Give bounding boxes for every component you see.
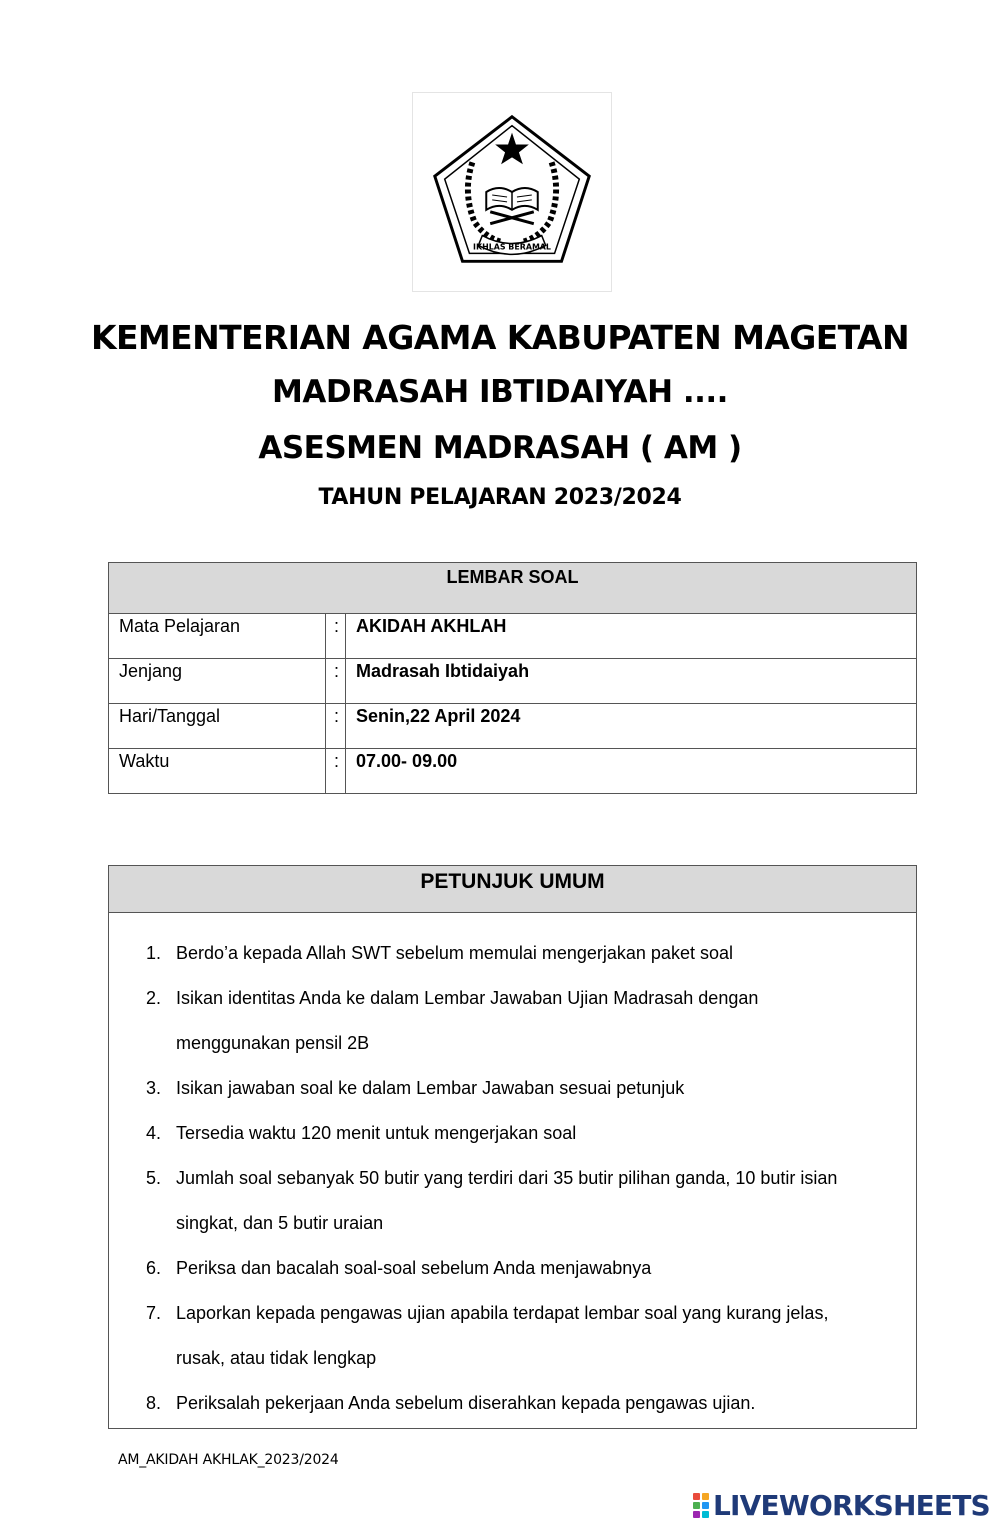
petunjuk-umum-box bbox=[108, 865, 917, 1429]
liveworksheets-logo-icon bbox=[693, 1493, 709, 1518]
item-number: 7. bbox=[146, 1303, 162, 1323]
document-code: AM_AKIDAH AKHLAK_2023/2024 bbox=[118, 1452, 339, 1468]
subject-value: AKIDAH AKHLAH bbox=[346, 614, 917, 659]
list-item bbox=[109, 1066, 916, 1111]
row-separator: : bbox=[326, 614, 346, 659]
list-item bbox=[109, 1246, 916, 1291]
header-academic-year: TAHUN PELAJARAN 2023/2024 bbox=[318, 485, 682, 510]
item-text: Laporkan kepada pengawas ujian apabila terdapat lembar soal yang kurang jelas, bbox=[176, 1303, 829, 1323]
table-row bbox=[109, 749, 917, 794]
item-text: Periksalah pekerjaan Anda sebelum diserahkan kepada pengawas ujian. bbox=[176, 1393, 756, 1413]
logo-ribbon-text: IKHLAS BERAMAL bbox=[473, 242, 551, 252]
list-item bbox=[109, 1381, 916, 1426]
instruction-list bbox=[109, 913, 916, 1426]
item-number: 2. bbox=[146, 988, 162, 1008]
time-value: 07.00- 09.00 bbox=[346, 749, 917, 794]
list-item bbox=[109, 1156, 916, 1246]
list-item bbox=[109, 1111, 916, 1156]
list-item bbox=[109, 1291, 916, 1381]
item-text: Berdo’a kepada Allah SWT sebelum memulai mengerjakan paket soal bbox=[176, 943, 733, 963]
item-text-continued: menggunakan pensil 2B bbox=[176, 1033, 370, 1053]
header-ministry: KEMENTERIAN AGAMA KABUPATEN MAGETAN bbox=[90, 318, 909, 357]
lembar-soal-title: LEMBAR SOAL bbox=[109, 563, 917, 614]
item-number: 6. bbox=[146, 1258, 162, 1278]
date-value: Senin,22 April 2024 bbox=[346, 704, 917, 749]
item-number: 5. bbox=[146, 1168, 162, 1188]
row-separator: : bbox=[326, 749, 346, 794]
row-label: Mata Pelajaran bbox=[109, 614, 326, 659]
petunjuk-title: PETUNJUK UMUM bbox=[109, 866, 916, 913]
item-text-continued: singkat, dan 5 butir uraian bbox=[176, 1213, 384, 1233]
row-label: Jenjang bbox=[109, 659, 326, 704]
item-text: Isikan jawaban soal ke dalam Lembar Jawaban sesuai petunjuk bbox=[176, 1078, 685, 1098]
table-row bbox=[109, 614, 917, 659]
item-text-continued: rusak, atau tidak lengkap bbox=[176, 1348, 377, 1368]
item-number: 4. bbox=[146, 1123, 162, 1143]
item-text: Tersedia waktu 120 menit untuk mengerjakan soal bbox=[176, 1123, 577, 1143]
table-row bbox=[109, 659, 917, 704]
header-school: MADRASAH IBTIDAIYAH .... bbox=[272, 374, 728, 410]
lembar-soal-table bbox=[108, 562, 917, 794]
row-separator: : bbox=[326, 704, 346, 749]
item-text: Periksa dan bacalah soal-soal sebelum Anda menjawabnya bbox=[176, 1258, 652, 1278]
list-item bbox=[109, 931, 916, 976]
level-value: Madrasah Ibtidaiyah bbox=[346, 659, 917, 704]
header-assessment: ASESMEN MADRASAH ( AM ) bbox=[258, 430, 742, 466]
list-item bbox=[109, 976, 916, 1066]
table-row bbox=[109, 704, 917, 749]
liveworksheets-wordmark: LIVEWORKSHEETS bbox=[713, 1488, 990, 1522]
liveworksheets-brand[interactable] bbox=[693, 1487, 990, 1523]
row-separator: : bbox=[326, 659, 346, 704]
item-number: 8. bbox=[146, 1393, 162, 1413]
item-number: 3. bbox=[146, 1078, 162, 1098]
row-label: Waktu bbox=[109, 749, 326, 794]
kemenag-logo bbox=[412, 92, 612, 292]
row-label: Hari/Tanggal bbox=[109, 704, 326, 749]
item-text: Isikan identitas Anda ke dalam Lembar Jawaban Ujian Madrasah dengan bbox=[176, 988, 759, 1008]
item-number: 1. bbox=[146, 943, 162, 963]
item-text: Jumlah soal sebanyak 50 butir yang terdiri dari 35 butir pilihan ganda, 10 butir isian bbox=[176, 1168, 838, 1188]
kemenag-emblem-icon bbox=[413, 93, 611, 291]
